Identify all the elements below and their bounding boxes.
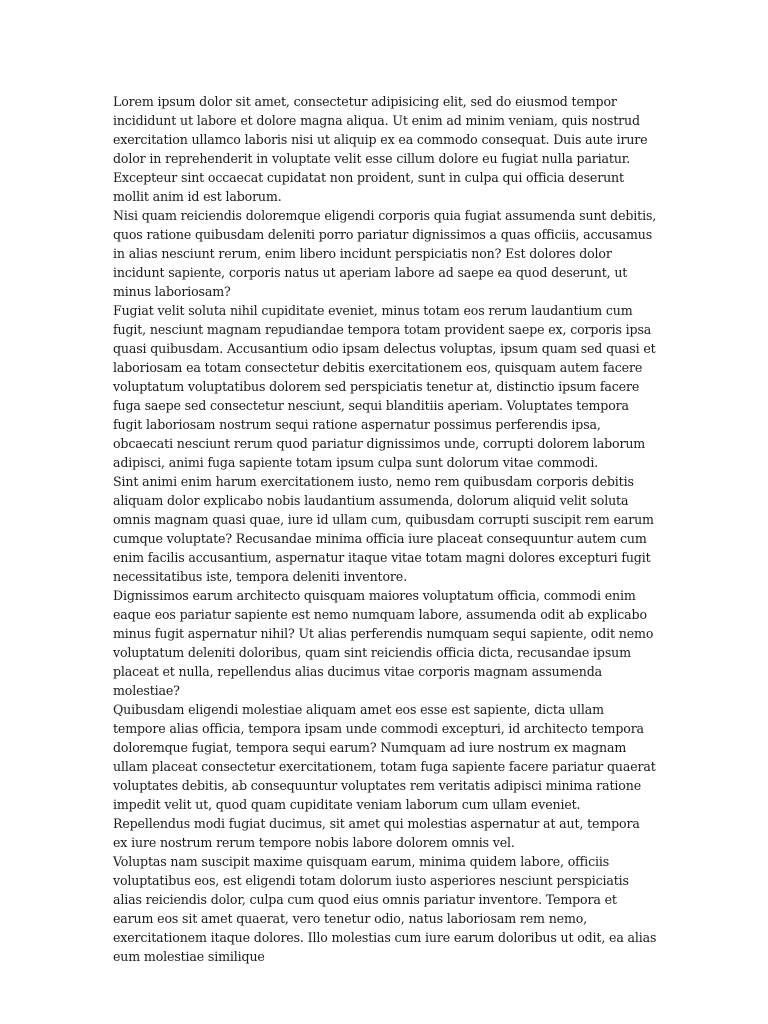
paragraph-3: Fugiat velit soluta nihil cupiditate eveniet, minus totam eos rerum laudantium cum fugit, nesciunt magnam repudiandae tempora totam provident saepe ex, corporis ipsa quasi quibusdam. Accusantium odio ipsam delectus voluptas, ipsum quam sed quasi et laboriosam ea totam consectetur debitis exercitationem eos, quisquam autem facere voluptatum voluptatibus dolorem sed perspiciatis tenetur at, distinctio ipsum facere fuga saepe sed consectetur nesciunt, sequi blanditiis aperiam. Voluptates tempora fugit laboriosam nostrum sequi ratione aspernatur possimus perferendis ipsa, obcaecati nesciunt rerum quod pariatur dignissimos unde, corrupti dolorem laborum adipisci, animi fuga sapiente totam ipsum culpa sunt dolorum vitae commodi.: [113, 303, 656, 470]
paragraph-6: Quibusdam eligendi molestiae aliquam amet eos esse est sapiente, dicta ullam tempore alias officia, tempora ipsam unde commodi excepturi, id architecto tempora doloremque fugiat, tempora sequi earum? Numquam ad iure nostrum ex magnam ullam placeat consectetur exercitationem, totam fuga sapiente facere pariatur quaerat voluptates debitis, ab consequuntur voluptates rem veritatis adipisci minima ratione impedit velit ut, quod quam cupiditate veniam laborum cum ullam eveniet. Repellendus modi fugiat ducimus, sit amet qui molestias aspernatur at aut, tempora ex iure nostrum rerum tempore nobis labore dolorem omnis vel.: [113, 702, 656, 850]
paragraph-1: Lorem ipsum dolor sit amet, consectetur adipisicing elit, sed do eiusmod tempor incididunt ut labore et dolore magna aliqua. Ut enim ad minim veniam, quis nostrud exercitation ullamco laboris nisi ut aliquip ex ea commodo consequat. Duis aute irure dolor in reprehenderit in voluptate velit esse cillum dolore eu fugiat nulla pariatur. Excepteur sint occaecat cupidatat non proident, sunt in culpa qui officia deserunt mollit anim id est laborum.: [113, 94, 648, 204]
document-body: [113, 92, 657, 966]
paragraph-5: Dignissimos earum architecto quisquam maiores voluptatum officia, commodi enim eaque eos pariatur sapiente est nemo numquam labore, assumenda odit ab explicabo minus fugit aspernatur nihil? Ut alias perferendis numquam sequi sapiente, odit nemo voluptatum deleniti doloribus, quam sint reiciendis officia dicta, recusandae ipsum placeat et nulla, repellendus alias ducimus vitae corporis magnam assumenda molestiae?: [113, 588, 654, 698]
paragraph-7: Voluptas nam suscipit maxime quisquam earum, minima quidem labore, officiis voluptatibus eos, est eligendi totam dolorum iusto asperiores nesciunt perspiciatis alias reiciendis dolor, culpa cum quod eius omnis pariatur inventore. Tempora et earum eos sit amet quaerat, vero tenetur odio, natus laboriosam rem nemo, exercitationem itaque dolores. Illo molestias cum iure earum doloribus ut odit, ea alias eum molestiae similique: [113, 854, 657, 964]
paragraph-2: Nisi quam reiciendis doloremque eligendi corporis quia fugiat assumenda sunt debitis, quos ratione quibusdam deleniti porro pariatur dignissimos a quas officiis, accusamus in alias nesciunt rerum, enim libero incidunt perspiciatis non? Est dolores dolor incidunt sapiente, corporis natus ut aperiam labore ad saepe ea quod deserunt, ut minus laboriosam?: [113, 208, 657, 299]
paragraph-4: Sint animi enim harum exercitationem iusto, nemo rem quibusdam corporis debitis aliquam dolor explicabo nobis laudantium assumenda, dolorum aliquid velit soluta omnis magnam quasi quae, iure id ullam cum, quibusdam corrupti suscipit rem earum cumque voluptate? Recusandae minima officia iure placeat consequuntur autem cum enim facilis accusantium, aspernatur itaque vitae totam magni dolores excepturi fugit necessitatibus iste, tempora deleniti inventore.: [113, 474, 654, 584]
